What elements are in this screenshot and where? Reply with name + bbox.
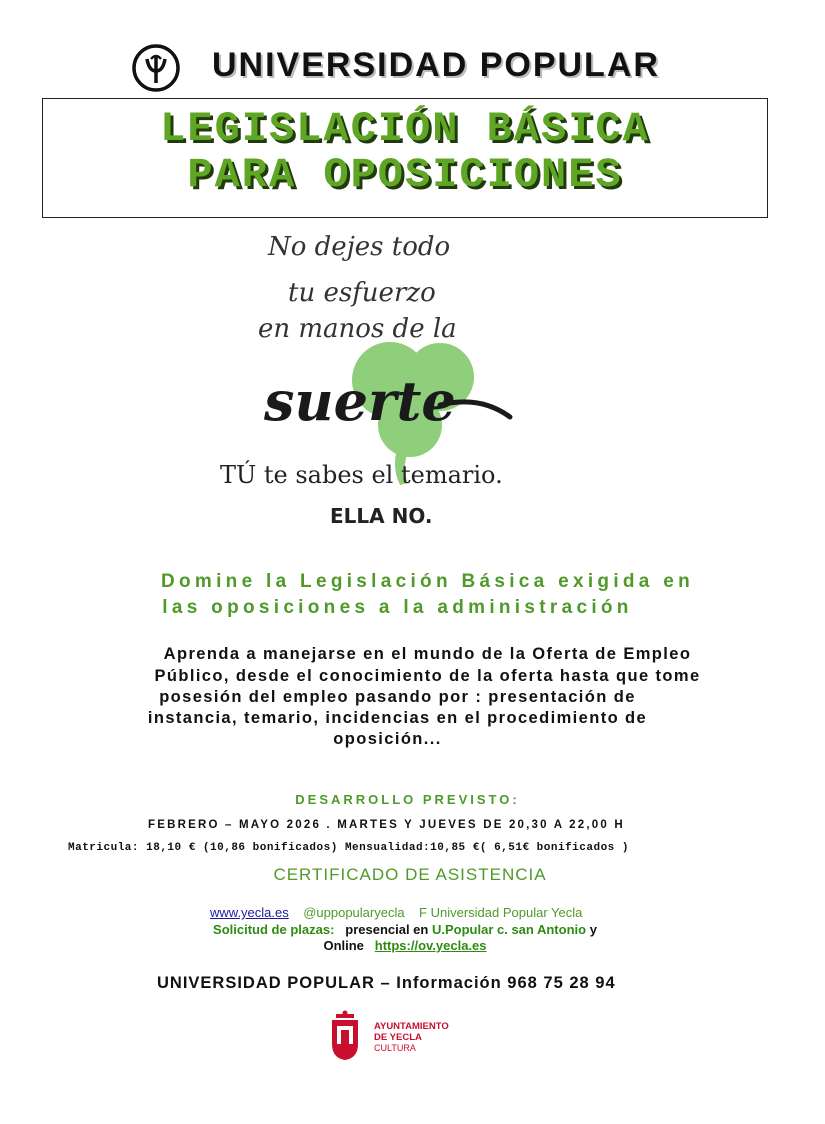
application-place: U.Popular c. san Antonio <box>431 922 587 937</box>
online-url-link[interactable]: https://ov.yecla.es <box>374 938 487 953</box>
application-text: presencial en <box>345 922 429 937</box>
description-line2: Público, desde el conocimiento de la oferta hasta que tome <box>154 667 701 685</box>
online-line <box>0 938 810 953</box>
website-link[interactable]: www.yecla.es <box>210 905 289 920</box>
description-line3: posesión del empleo pasando por : presentación de <box>159 688 636 706</box>
online-label: Online <box>323 938 364 953</box>
illus-line4: TÚ te sabes el temario. <box>220 461 503 489</box>
application-conj: y <box>589 922 597 937</box>
course-title-line1: LEGISLACIÓN BÁSICA <box>160 105 650 153</box>
illus-word-suerte: suerte <box>264 369 456 433</box>
development-label: DESARROLLO PREVISTO: <box>295 792 520 807</box>
universidad-popular-logo <box>131 43 181 93</box>
illus-line3: en manos de la <box>258 314 457 344</box>
course-title-line2: PARA OPOSICIONES <box>187 151 623 199</box>
contact-links <box>210 905 582 920</box>
description-line5: oposición... <box>333 730 442 748</box>
ayto-line3: CULTURA <box>374 1043 416 1053</box>
course-title-box <box>42 98 768 218</box>
facebook-page: F Universidad Popular Yecla <box>419 905 583 920</box>
certificate-label: CERTIFICADO DE ASISTENCIA <box>273 865 547 884</box>
ayto-line1: AYUNTAMIENTO <box>374 1021 449 1032</box>
illus-line5: ELLA NO. <box>330 504 433 528</box>
info-phone-line: UNIVERSIDAD POPULAR – Información 968 75 28 94 <box>157 974 616 992</box>
description-line1: Aprenda a manejarse en el mundo de la Oferta de Empleo <box>163 645 692 663</box>
application-line <box>0 922 810 937</box>
fees-text: Matricula: 18,10 € (10,86 bonificados) Mensualidad:10,85 €( 6,51€ bonificados ) <box>68 842 629 854</box>
ayto-line2: DE YECLA <box>374 1032 422 1043</box>
description-line4: instancia, temario, incidencias en el procedimiento de <box>147 709 648 727</box>
illus-line1: No dejes todo <box>268 232 451 262</box>
illus-line2: tu esfuerzo <box>288 278 436 308</box>
social-handle: @uppopularyecla <box>303 905 405 920</box>
motivational-illustration <box>220 225 550 535</box>
application-label: Solicitud de plazas: <box>213 922 335 937</box>
coat-of-arms-icon <box>332 1011 358 1061</box>
subtitle-line2: las oposiciones a la administración <box>162 597 633 618</box>
subtitle-line1: Domine la Legislación Básica exigida en <box>160 571 695 592</box>
ayuntamiento-yecla-logo <box>328 1010 468 1062</box>
org-title: UNIVERSIDAD POPULAR <box>212 46 660 84</box>
schedule-text: FEBRERO – MAYO 2026 . MARTES Y JUEVES DE 20,30 A 22,00 H <box>148 819 625 831</box>
